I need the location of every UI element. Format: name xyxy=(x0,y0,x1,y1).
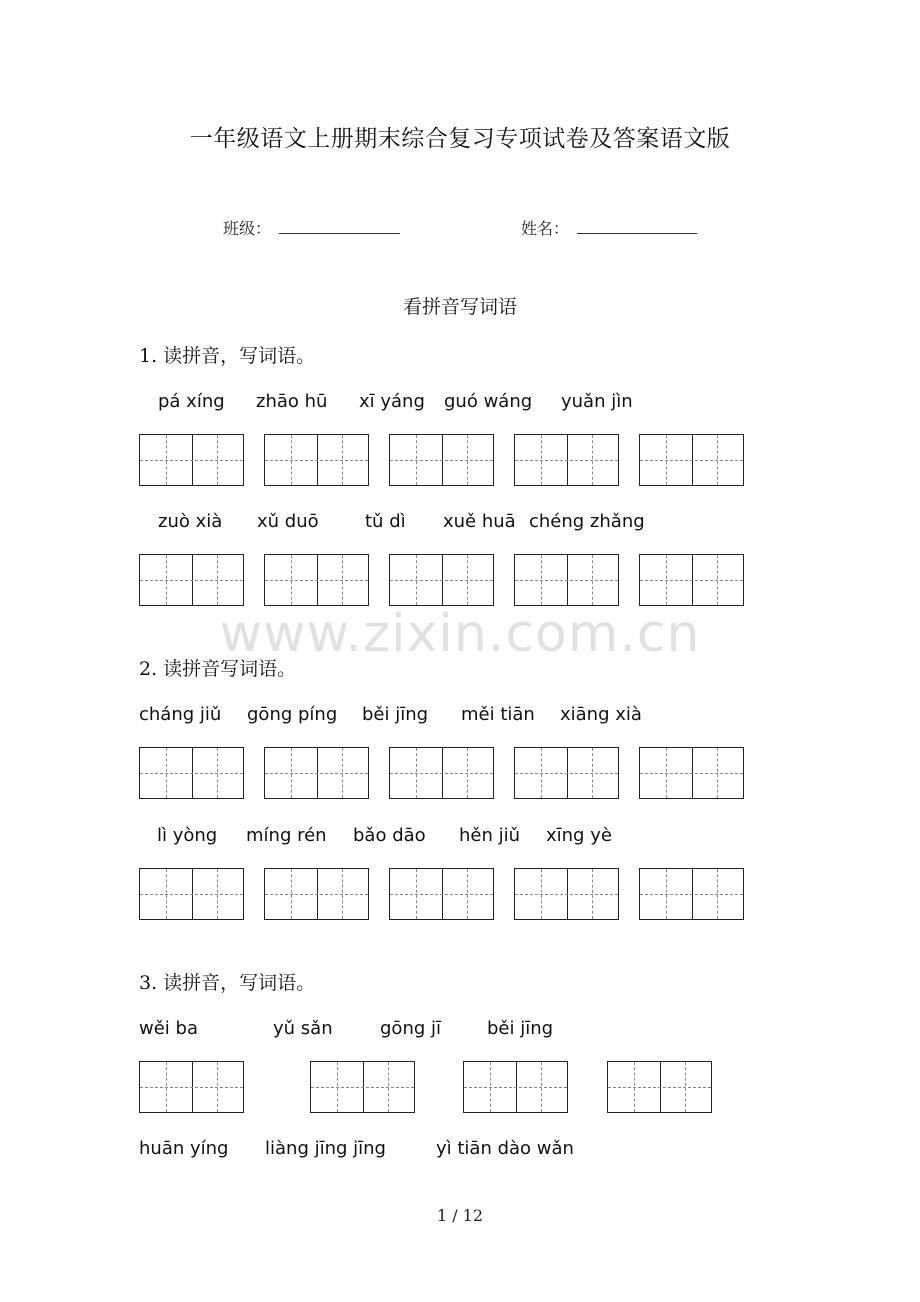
pinyin-word: zhāo hū xyxy=(256,391,328,412)
class-blank-line[interactable] xyxy=(279,233,400,234)
writing-grid[interactable] xyxy=(264,554,369,606)
writing-grid[interactable] xyxy=(139,747,244,799)
pinyin-word: yì tiān dào wǎn xyxy=(436,1138,574,1159)
writing-grid[interactable] xyxy=(139,1061,244,1113)
question-2-label: 2. 读拼音写词语。 xyxy=(139,658,297,680)
pinyin-word: yǔ sǎn xyxy=(273,1018,333,1039)
pinyin-word: yuǎn jìn xyxy=(561,391,633,412)
pinyin-word: xǔ duō xyxy=(257,511,319,532)
pinyin-word: xuě huā xyxy=(443,511,516,532)
page-number: 1 / 12 xyxy=(436,1206,484,1225)
pinyin-word: měi tiān xyxy=(461,704,535,725)
document-title: 一年级语文上册期末综合复习专项试卷及答案语文版 xyxy=(189,126,731,152)
pinyin-word: bǎo dāo xyxy=(353,825,426,846)
question-3-label: 3. 读拼音，写词语。 xyxy=(139,972,316,994)
pinyin-word: gōng jī xyxy=(380,1018,441,1039)
pinyin-word: běi jīng xyxy=(362,704,429,725)
writing-grid[interactable] xyxy=(389,747,494,799)
pinyin-word: huān yíng xyxy=(139,1138,229,1159)
writing-grid[interactable] xyxy=(264,434,369,486)
pinyin-word: míng rén xyxy=(246,825,327,846)
pinyin-word: xīng yè xyxy=(546,825,612,846)
pinyin-word: xiāng xià xyxy=(560,704,642,725)
writing-grid[interactable] xyxy=(139,434,244,486)
writing-grid[interactable] xyxy=(264,747,369,799)
writing-grid[interactable] xyxy=(389,554,494,606)
pinyin-word: pá xíng xyxy=(158,391,225,412)
pinyin-word: wěi ba xyxy=(139,1018,198,1039)
writing-grid[interactable] xyxy=(389,868,494,920)
pinyin-word: lì yòng xyxy=(157,825,218,846)
name-label: 姓名： xyxy=(521,219,570,238)
writing-grid[interactable] xyxy=(463,1061,568,1113)
pinyin-word: tǔ dì xyxy=(365,511,406,532)
pinyin-word: chéng zhǎng xyxy=(529,511,645,532)
class-label: 班级： xyxy=(223,219,272,238)
pinyin-word: gōng píng xyxy=(247,704,338,725)
writing-grid[interactable] xyxy=(639,554,744,606)
writing-grid[interactable] xyxy=(639,868,744,920)
pinyin-word: běi jīng xyxy=(487,1018,554,1039)
writing-grid[interactable] xyxy=(139,868,244,920)
writing-grid[interactable] xyxy=(389,434,494,486)
question-1-label: 1. 读拼音，写词语。 xyxy=(139,345,316,367)
section-title: 看拼音写词语 xyxy=(402,296,517,318)
writing-grid[interactable] xyxy=(514,554,619,606)
writing-grid[interactable] xyxy=(264,868,369,920)
writing-grid[interactable] xyxy=(639,747,744,799)
writing-grid[interactable] xyxy=(139,554,244,606)
writing-grid[interactable] xyxy=(514,868,619,920)
writing-grid[interactable] xyxy=(310,1061,415,1113)
writing-grid[interactable] xyxy=(607,1061,712,1113)
pinyin-word: hěn jiǔ xyxy=(459,825,521,846)
pinyin-word: liàng jīng jīng xyxy=(265,1138,386,1159)
writing-grid[interactable] xyxy=(639,434,744,486)
writing-grid[interactable] xyxy=(514,434,619,486)
pinyin-word: zuò xià xyxy=(158,511,223,532)
name-blank-line[interactable] xyxy=(577,233,697,234)
watermark: www.zixin.com.cn xyxy=(219,604,701,664)
pinyin-word: guó wáng xyxy=(444,391,533,412)
writing-grid[interactable] xyxy=(514,747,619,799)
pinyin-word: cháng jiǔ xyxy=(139,704,222,725)
pinyin-word: xī yáng xyxy=(359,391,425,412)
